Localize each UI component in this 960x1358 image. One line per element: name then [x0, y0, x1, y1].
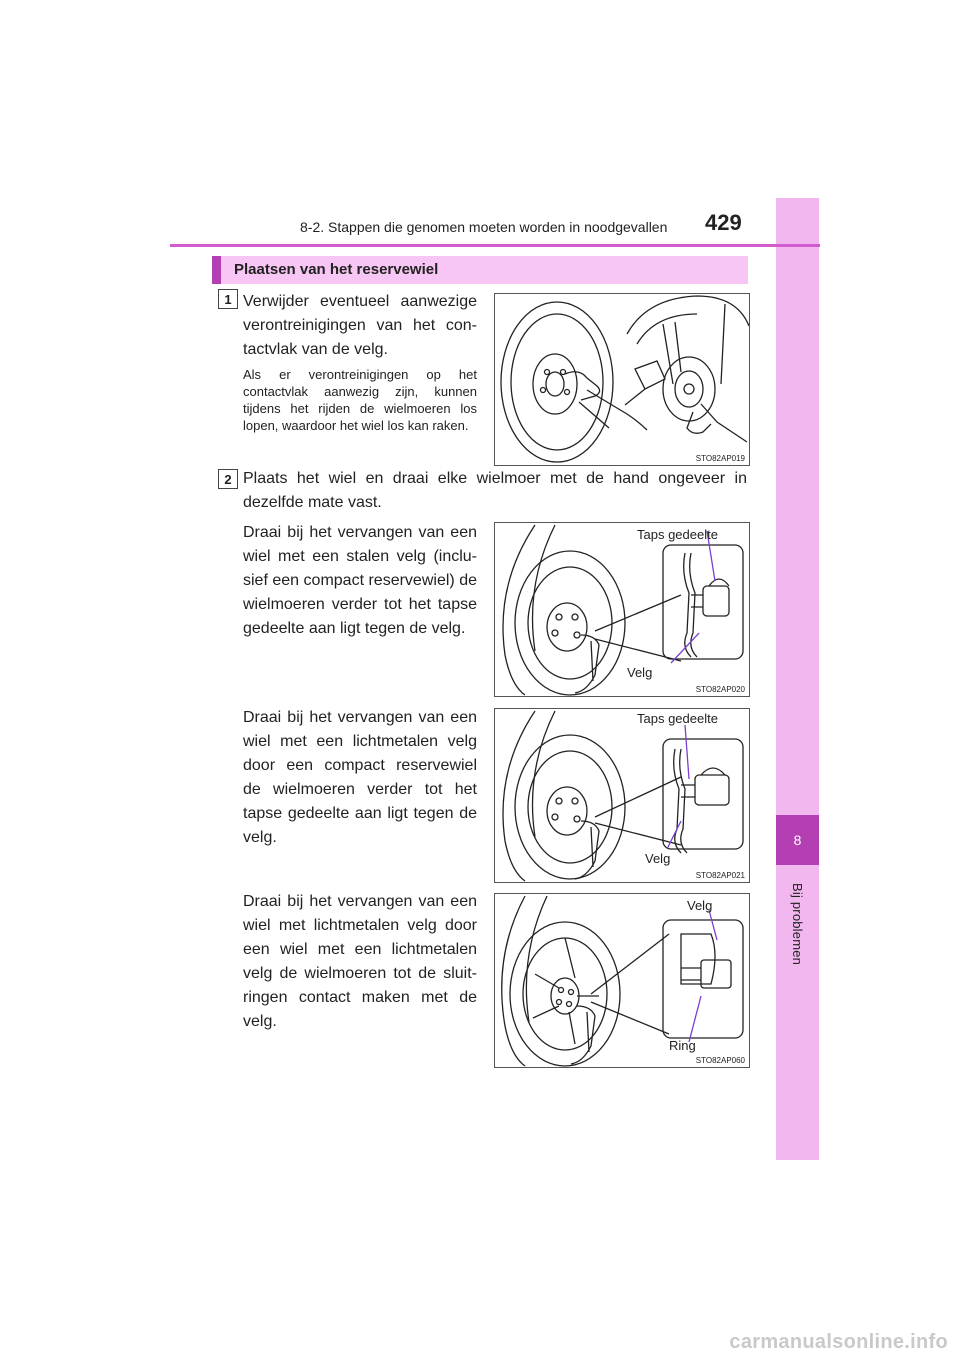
chapter-number: 8	[776, 815, 819, 865]
section-heading	[212, 256, 748, 284]
alloy-wheel-illustration	[495, 894, 749, 1067]
chapter-side-tab	[776, 198, 819, 1160]
label-rim: Velg	[645, 851, 671, 866]
label-washer: Ring	[669, 1038, 696, 1053]
figure-code: STO82AP060	[695, 1056, 745, 1065]
footer	[0, 1326, 960, 1358]
steel-rim-illustration	[495, 523, 749, 696]
step-1-note: Als er verontreinigingen op het contactvlak aanwezig zijn, kunnen tijdens het rijden de wielmoeren los lopen, waardoor het wiel los kan raken.	[243, 367, 477, 433]
step-1-text: Verwijder eventueel aanwezige verontreinigingen van het con-tactvlak van de velg.	[243, 293, 477, 358]
step-number-2: 2	[218, 469, 238, 489]
chapter-title-text: Bij problemen	[790, 883, 805, 966]
paragraph-alloy-to-alloy: Draai bij het vervangen van een wiel met lichtmetalen velg door een wiel met een lichtmetalen velg de wielmoeren tot de sluit-ringen contact maken met de velg.	[243, 893, 477, 1030]
paragraph-steel-rim: Draai bij het vervangen van een wiel met een stalen velg (inclu-sief een compact reservewiel) de wielmoeren verder tot het tapse gedeelte aan ligt tegen de velg.	[243, 524, 477, 637]
wheel-cleaning-illustration	[495, 294, 749, 465]
figure-cleaning-hub	[494, 293, 750, 466]
watermark: carmanualsonline.info	[729, 1331, 948, 1353]
step-number-1: 1	[218, 289, 238, 309]
section-title: Plaatsen van het reservewiel	[234, 261, 439, 278]
paragraph-alloy-to-compact: Draai bij het vervangen van een wiel met een lichtmetalen velg door een compact reservewiel de wielmoeren verder tot het tapse gedeelte aan ligt tegen de velg.	[243, 709, 477, 846]
figure-alloy-to-alloy	[494, 893, 750, 1068]
label-tapered-part: Taps gedeelte	[637, 527, 718, 542]
page-number: 429	[705, 210, 742, 235]
step-2-text: Plaats het wiel en draai elke wielmoer met de hand ongeveer in dezelfde mate vast.	[243, 470, 747, 511]
figure-code: STO82AP021	[695, 871, 745, 880]
label-rim: Velg	[687, 898, 713, 913]
figure-alloy-to-compact	[494, 708, 750, 883]
figure-code: STO82AP020	[695, 685, 745, 694]
label-tapered-part: Taps gedeelte	[637, 711, 718, 726]
figure-steel-rim	[494, 522, 750, 697]
label-rim: Velg	[627, 665, 653, 680]
chapter-title	[776, 883, 819, 1003]
header-divider	[170, 244, 820, 247]
figure-code: STO82AP019	[695, 454, 745, 463]
running-header: 8-2. Stappen die genomen moeten worden in noodgevallen	[300, 219, 668, 235]
compact-spare-illustration	[495, 709, 749, 882]
